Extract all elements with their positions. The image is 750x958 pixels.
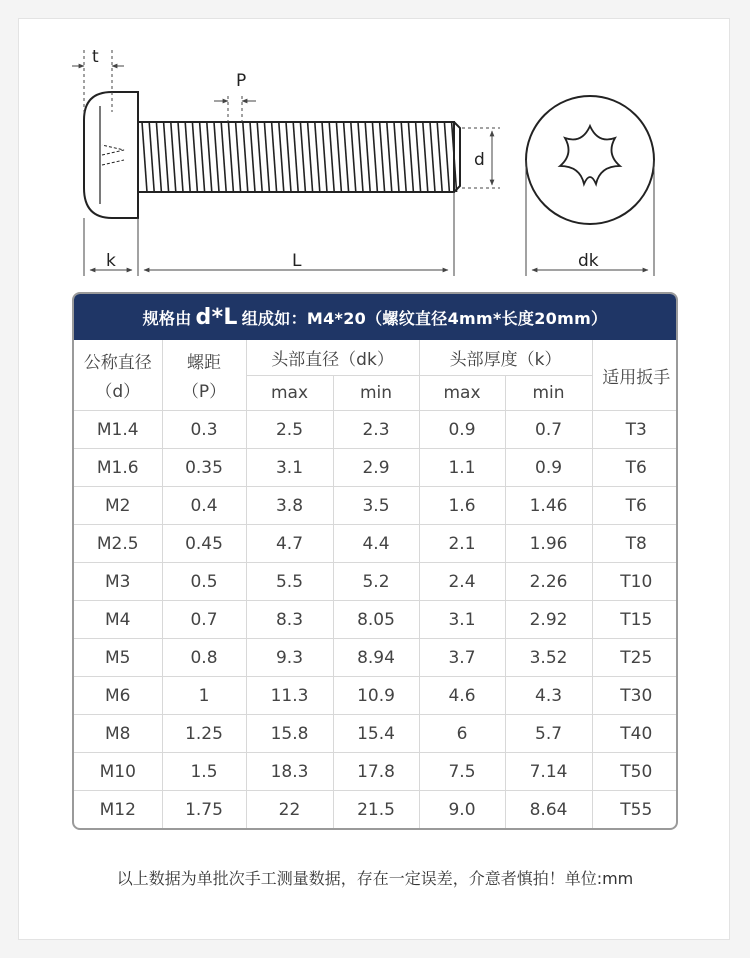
table-cell: 3.8 (246, 487, 333, 525)
title-suffix: 组成如：M4*20（螺纹直径4mm*长度20mm） (241, 308, 608, 328)
table-cell: 0.7 (162, 601, 246, 639)
table-cell: 3.7 (419, 639, 505, 677)
table-cell: 8.64 (505, 791, 592, 829)
table-cell: 21.5 (333, 791, 419, 829)
spec-table (72, 292, 678, 830)
table-cell: 18.3 (246, 753, 333, 791)
table-cell: 8.05 (333, 601, 419, 639)
table-cell: 2.1 (419, 525, 505, 563)
table-cell: M6 (74, 677, 162, 715)
table-cell: 0.7 (505, 411, 592, 449)
table-cell: 3.1 (419, 601, 505, 639)
header-head-diameter: 头部直径（dk） (246, 340, 419, 376)
table-cell: M2 (74, 487, 162, 525)
table-cell: M4 (74, 601, 162, 639)
table-cell: M2.5 (74, 525, 162, 563)
table-cell: 3.1 (246, 449, 333, 487)
table-cell: 10.9 (333, 677, 419, 715)
title-prefix: 规格由 (142, 308, 192, 328)
table-row (74, 677, 678, 715)
header-dk-max: max (246, 376, 333, 411)
table-cell: 4.7 (246, 525, 333, 563)
spec-table-title (74, 294, 676, 340)
table-cell: 6 (419, 715, 505, 753)
table-cell: 0.35 (162, 449, 246, 487)
table-cell: 1.75 (162, 791, 246, 829)
table-cell: 4.3 (505, 677, 592, 715)
table-row (74, 639, 678, 677)
header-dk-min: min (333, 376, 419, 411)
table-cell: 0.9 (505, 449, 592, 487)
table-row (74, 487, 678, 525)
table-cell: T40 (592, 715, 678, 753)
screw-head-top-view (526, 96, 654, 224)
table-cell: T8 (592, 525, 678, 563)
table-cell: T55 (592, 791, 678, 829)
spec-grid (74, 340, 678, 828)
table-row (74, 563, 678, 601)
table-cell: 5.7 (505, 715, 592, 753)
screw-diagram (0, 0, 750, 290)
dim-label-l: L (292, 251, 302, 271)
header-head-thickness: 头部厚度（k） (419, 340, 592, 376)
table-cell: T25 (592, 639, 678, 677)
title-formula: d*L (195, 304, 238, 330)
dim-label-p: P (236, 71, 247, 91)
table-cell: 7.14 (505, 753, 592, 791)
screw-thread-side (138, 122, 460, 192)
table-cell: 9.0 (419, 791, 505, 829)
header-wrench: 适用扳手 (592, 340, 678, 411)
table-cell: 2.3 (333, 411, 419, 449)
dim-label-dk: dk (578, 251, 599, 271)
header-k-min: min (505, 376, 592, 411)
table-row (74, 715, 678, 753)
table-cell: 1.96 (505, 525, 592, 563)
table-cell: T6 (592, 487, 678, 525)
table-cell: T15 (592, 601, 678, 639)
table-cell: 15.4 (333, 715, 419, 753)
table-cell: 0.5 (162, 563, 246, 601)
table-cell: 0.4 (162, 487, 246, 525)
table-cell: 3.5 (333, 487, 419, 525)
table-cell: 1.25 (162, 715, 246, 753)
table-cell: 22 (246, 791, 333, 829)
table-row (74, 601, 678, 639)
table-cell: 4.6 (419, 677, 505, 715)
table-cell: 11.3 (246, 677, 333, 715)
header-k-max: max (419, 376, 505, 411)
table-cell: M8 (74, 715, 162, 753)
table-cell: M10 (74, 753, 162, 791)
table-cell: T6 (592, 449, 678, 487)
table-row (74, 753, 678, 791)
table-cell: 2.5 (246, 411, 333, 449)
table-cell: M5 (74, 639, 162, 677)
table-cell: 0.45 (162, 525, 246, 563)
table-cell: T3 (592, 411, 678, 449)
table-cell: 1 (162, 677, 246, 715)
dim-label-d: d (474, 150, 485, 170)
table-cell: M3 (74, 563, 162, 601)
table-row (74, 411, 678, 449)
table-cell: 8.3 (246, 601, 333, 639)
table-cell: T10 (592, 563, 678, 601)
table-row (74, 525, 678, 563)
table-cell: M1.4 (74, 411, 162, 449)
table-cell: 1.5 (162, 753, 246, 791)
table-cell: 5.2 (333, 563, 419, 601)
table-cell: 17.8 (333, 753, 419, 791)
table-cell: M1.6 (74, 449, 162, 487)
table-cell: 2.9 (333, 449, 419, 487)
table-cell: 0.9 (419, 411, 505, 449)
table-cell: 2.4 (419, 563, 505, 601)
table-row (74, 449, 678, 487)
table-cell: 1.6 (419, 487, 505, 525)
table-cell: 3.52 (505, 639, 592, 677)
table-cell: 9.3 (246, 639, 333, 677)
header-pitch: 螺距 （P） (162, 340, 246, 411)
dim-label-k: k (106, 251, 116, 271)
table-cell: M12 (74, 791, 162, 829)
table-cell: T50 (592, 753, 678, 791)
table-cell: 2.92 (505, 601, 592, 639)
table-cell: 5.5 (246, 563, 333, 601)
table-cell: 8.94 (333, 639, 419, 677)
table-cell: 0.8 (162, 639, 246, 677)
table-cell: 2.26 (505, 563, 592, 601)
table-cell: 7.5 (419, 753, 505, 791)
screw-head-side (84, 92, 138, 218)
table-cell: 1.46 (505, 487, 592, 525)
table-cell: 0.3 (162, 411, 246, 449)
header-nominal-diameter: 公称直径 （d） (74, 340, 162, 411)
footer-note: 以上数据为单批次手工测量数据，存在一定误差，介意者慎拍！单位:mm (116, 869, 634, 888)
dim-label-t: t (92, 47, 99, 67)
table-cell: 1.1 (419, 449, 505, 487)
table-cell: T30 (592, 677, 678, 715)
table-cell: 4.4 (333, 525, 419, 563)
spec-rows (74, 411, 678, 829)
table-cell: 15.8 (246, 715, 333, 753)
table-row (74, 791, 678, 829)
